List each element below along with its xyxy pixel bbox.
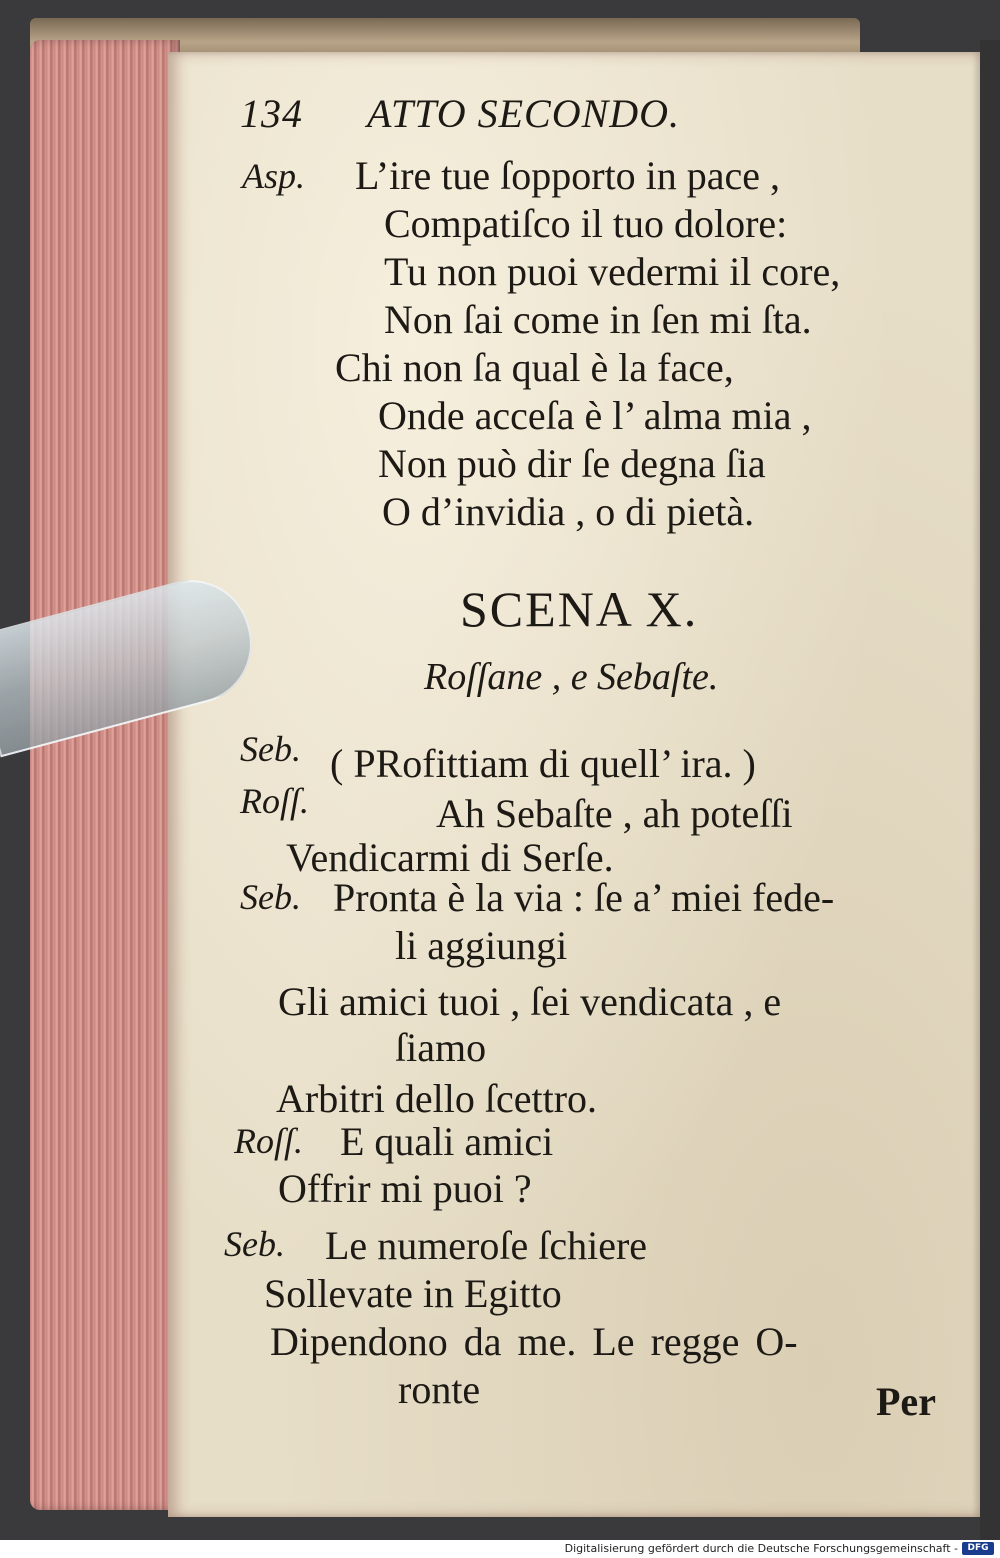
running-head-title: ATTO SECONDO.	[367, 91, 681, 136]
verse-line: Non ſai come in ſen mi ſta.	[384, 297, 812, 342]
verse-line: Chi non ſa qual è la face,	[335, 345, 734, 390]
speaker-label: Roſſ.	[234, 1121, 303, 1161]
page-number: 134	[240, 91, 303, 136]
verse-line: O d’invidia , o di pietà.	[382, 489, 755, 534]
dialogue-line: Ah Sebaſte , ah poteſſi	[436, 791, 793, 836]
dfg-logo: DFG	[962, 1542, 994, 1555]
speaker-label: Roſſ.	[240, 781, 309, 821]
dialogue-line: E quali amici	[340, 1119, 554, 1164]
dialogue-line: Gli amici tuoi , ſei vendicata , e	[278, 979, 782, 1024]
verse-line: Non può dir ſe degna ſia	[378, 441, 766, 486]
dialogue-line: li aggiungi	[395, 923, 568, 968]
dialogue-line: Sollevate in Egitto	[264, 1271, 562, 1316]
verse-line: Onde acceſa è l’ alma mia ,	[378, 393, 812, 438]
dialogue-line: Arbitri dello ſcettro.	[276, 1076, 598, 1121]
dialogue-line: Le numeroſe ſchiere	[325, 1223, 648, 1268]
verse-line: L’ire tue ſopporto in pace ,	[355, 153, 781, 198]
speaker-label: Seb.	[240, 729, 301, 769]
dialogue-line: Vendicarmi di Serſe.	[286, 835, 614, 880]
speaker-label: Seb.	[224, 1224, 285, 1264]
speaker-label: Seb.	[240, 877, 301, 917]
verse-line: Tu non puoi vedermi il core,	[384, 249, 841, 294]
scene-characters: Roſſane , e Sebaſte.	[424, 656, 719, 698]
verse-line: Compatiſco il tuo dolore:	[384, 201, 788, 246]
dialogue-line: ronte	[398, 1367, 481, 1412]
speaker-label: Asp.	[242, 156, 305, 196]
dialogue-line: ( PRofittiam di quell’ ira. )	[330, 741, 756, 786]
digitization-footer	[0, 1540, 1000, 1558]
catchword: Per	[876, 1379, 936, 1424]
dialogue-line: Pronta è la via : ſe a’ miei fede-	[333, 875, 835, 920]
footer-text: Digitalisierung gefördert durch die Deutsche Forschungsgemeinschaft -	[564, 1542, 958, 1555]
dialogue-line: Offrir mi puoi ?	[278, 1166, 532, 1211]
dialogue-line: Dipendono da me. Le regge O-	[270, 1319, 798, 1364]
dialogue-line: ſiamo	[395, 1025, 487, 1070]
page-edge-stack	[30, 40, 180, 1510]
scan-border-right	[980, 40, 1000, 1540]
scene-title: SCENA X.	[460, 581, 699, 637]
running-head	[240, 90, 680, 137]
